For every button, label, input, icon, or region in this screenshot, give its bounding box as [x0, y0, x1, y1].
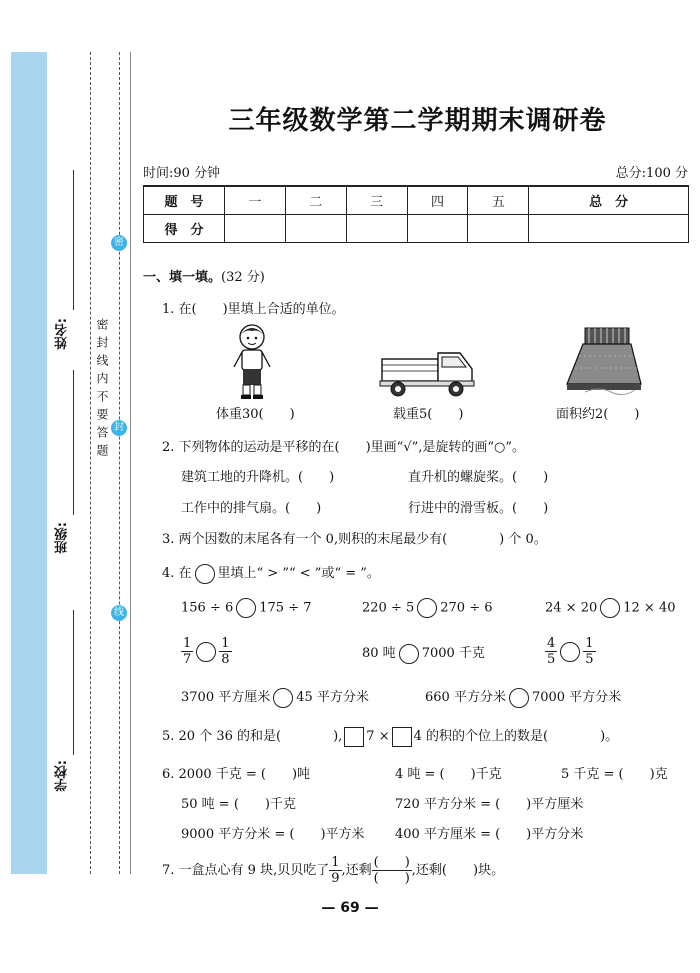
- fraction: [583, 636, 595, 667]
- answer-circle[interactable]: [560, 642, 580, 662]
- q7-part-b: ,还剩: [341, 863, 372, 878]
- fraction: [219, 636, 231, 667]
- digit-box[interactable]: [344, 727, 364, 747]
- right-expr: 12 × 40: [623, 600, 676, 616]
- answer-circle[interactable]: [600, 598, 620, 618]
- score-table: [143, 185, 689, 243]
- numerator: 1: [221, 636, 230, 651]
- score-header-cell: 四: [407, 186, 468, 215]
- school-label: 学校:: [55, 760, 70, 792]
- q5-part-a: 5. 20 个 36 的和是( ),: [162, 729, 343, 744]
- q4-compare-8: [425, 686, 621, 708]
- q4-text: [162, 562, 380, 584]
- denominator: 5: [585, 652, 594, 667]
- q4-compare-3: [545, 598, 676, 618]
- cut-line: [90, 52, 91, 874]
- class-field[interactable]: [73, 370, 74, 515]
- section-title: 一、填一填。: [143, 270, 222, 285]
- right-expr: 175 ÷ 7: [259, 600, 312, 616]
- answer-circle[interactable]: [509, 688, 529, 708]
- time-limit: 时间:90 分钟: [143, 166, 221, 181]
- blank-numerator[interactable]: ( ): [373, 855, 410, 870]
- name-field[interactable]: [73, 170, 74, 310]
- q2-item-a: 建筑工地的升降机。( ): [181, 470, 335, 485]
- section-points: (32 分): [221, 270, 265, 285]
- score-header-cell: 二: [285, 186, 346, 215]
- numerator: 1: [585, 636, 594, 651]
- bed-picture: [565, 326, 643, 398]
- fraction: [181, 636, 193, 667]
- compare-circle-icon: [195, 564, 215, 584]
- left-expr: 660 平方分米: [425, 690, 506, 705]
- q4-compare-4: [181, 636, 232, 667]
- section-heading: [143, 266, 265, 285]
- answer-circle[interactable]: [273, 688, 293, 708]
- q6-item-e: 720 平方分米 = ( )平方厘米: [395, 797, 584, 812]
- score-cell[interactable]: [225, 215, 286, 243]
- q2-text: 2. 下列物体的运动是平移的在( )里画“√”,是旋转的画“○”。: [162, 440, 526, 455]
- score-header-cell: 一: [225, 186, 286, 215]
- right-expr: 45 平方分米: [296, 690, 369, 705]
- answer-circle[interactable]: [417, 598, 437, 618]
- q6-item-b: 4 吨 = ( )千克: [395, 767, 502, 782]
- q6-item-c: 5 千克 = ( )克: [561, 767, 668, 782]
- q6-item-f: 9000 平方分米 = ( )平方米: [181, 827, 365, 842]
- denominator: 7: [183, 652, 192, 667]
- q4-pre: 4. 在: [162, 566, 192, 581]
- score-row-label: 得 分: [144, 215, 225, 243]
- left-expr: 3700 平方厘米: [181, 690, 271, 705]
- school-field[interactable]: [73, 610, 74, 755]
- denominator: 8: [221, 652, 230, 667]
- score-cell[interactable]: [529, 215, 689, 243]
- right-expr: 270 ÷ 6: [440, 600, 493, 616]
- q4-compare-7: [181, 686, 369, 708]
- q5-part-c: 4 的积的个位上的数是( )。: [413, 729, 619, 744]
- score-cell[interactable]: [346, 215, 407, 243]
- seal-mi-badge: 密: [111, 235, 127, 251]
- denominator: 5: [547, 652, 556, 667]
- q7-part-a: 7. 一盒点心有 9 块,贝贝吃了: [162, 863, 330, 878]
- q2-item-d: 行进中的滑雪板。( ): [408, 501, 549, 516]
- left-expr: 220 ÷ 5: [362, 600, 415, 616]
- q6-item-d: 50 吨 = ( )千克: [181, 797, 296, 812]
- seal-line: [119, 52, 120, 874]
- q4-compare-2: [362, 598, 493, 618]
- q4-compare-5: [362, 642, 485, 664]
- blank-fraction[interactable]: [372, 855, 412, 886]
- q5-text: [162, 725, 618, 747]
- margin-line: [130, 52, 131, 874]
- q4-compare-1: [181, 598, 312, 618]
- blank-denominator[interactable]: ( ): [373, 871, 410, 886]
- score-header-cell: 三: [346, 186, 407, 215]
- page-title: 三年级数学第二学期期末调研卷: [228, 106, 607, 136]
- answer-circle[interactable]: [236, 598, 256, 618]
- seal-xian-badge: 线: [111, 605, 127, 621]
- truck-picture: [378, 345, 478, 399]
- q4-compare-6: [545, 636, 596, 667]
- left-expr: 156 ÷ 6: [181, 600, 234, 616]
- q2-item-c: 工作中的排气扇。( ): [181, 501, 322, 516]
- q1-text: 1. 在( )里填上合适的单位。: [162, 302, 345, 317]
- page-number: — 69 —: [321, 900, 379, 916]
- score-cell[interactable]: [468, 215, 529, 243]
- answer-circle[interactable]: [196, 642, 216, 662]
- q6-item-g: 400 平方厘米 = ( )平方分米: [395, 827, 584, 842]
- left-expr: 24 × 20: [545, 600, 598, 616]
- numerator: 1: [183, 636, 192, 651]
- score-header-cell: 总 分: [529, 186, 689, 215]
- q3-text: 3. 两个因数的末尾各有一个 0,则积的末尾最少有( ) 个 0。: [162, 532, 547, 547]
- binding-strip: [11, 52, 47, 874]
- fraction: [329, 855, 341, 886]
- digit-box[interactable]: [392, 727, 412, 747]
- boy-picture: [230, 323, 274, 401]
- q4-post: 里填上“ > ”“ < ”或“ = ”。: [217, 566, 380, 581]
- numerator: 4: [547, 636, 556, 651]
- q1-caption-truck: 载重5( ): [393, 407, 464, 422]
- q7-text: [162, 855, 504, 886]
- q5-part-b: 7 ×: [366, 729, 390, 744]
- q6-item-a: 6. 2000 千克 = ( )吨: [162, 767, 311, 782]
- total-score: 总分:100 分: [615, 166, 688, 181]
- class-label: 班级:: [55, 522, 70, 554]
- seal-feng-badge: 封: [111, 420, 127, 436]
- denominator: 9: [331, 871, 340, 886]
- numerator: 1: [331, 855, 340, 870]
- seal-note: 密封线内不要答题: [95, 318, 109, 462]
- left-expr: 80 吨: [362, 646, 396, 661]
- right-expr: 7000 平方分米: [531, 690, 622, 705]
- answer-circle[interactable]: [399, 644, 419, 664]
- right-expr: 7000 千克: [421, 646, 485, 661]
- fraction: [545, 636, 557, 667]
- q2-item-b: 直升机的螺旋桨。( ): [408, 470, 549, 485]
- name-label: 姓名:: [55, 318, 70, 350]
- q1-caption-bed: 面积约2( ): [556, 407, 640, 422]
- score-header-cell: 题 号: [144, 186, 225, 215]
- score-header-cell: 五: [468, 186, 529, 215]
- q1-caption-boy: 体重30( ): [216, 407, 295, 422]
- score-header-row: [144, 186, 689, 215]
- score-cell[interactable]: [285, 215, 346, 243]
- q7-part-c: ,还剩( )块。: [411, 863, 505, 878]
- score-cell[interactable]: [407, 215, 468, 243]
- score-row: [144, 215, 689, 243]
